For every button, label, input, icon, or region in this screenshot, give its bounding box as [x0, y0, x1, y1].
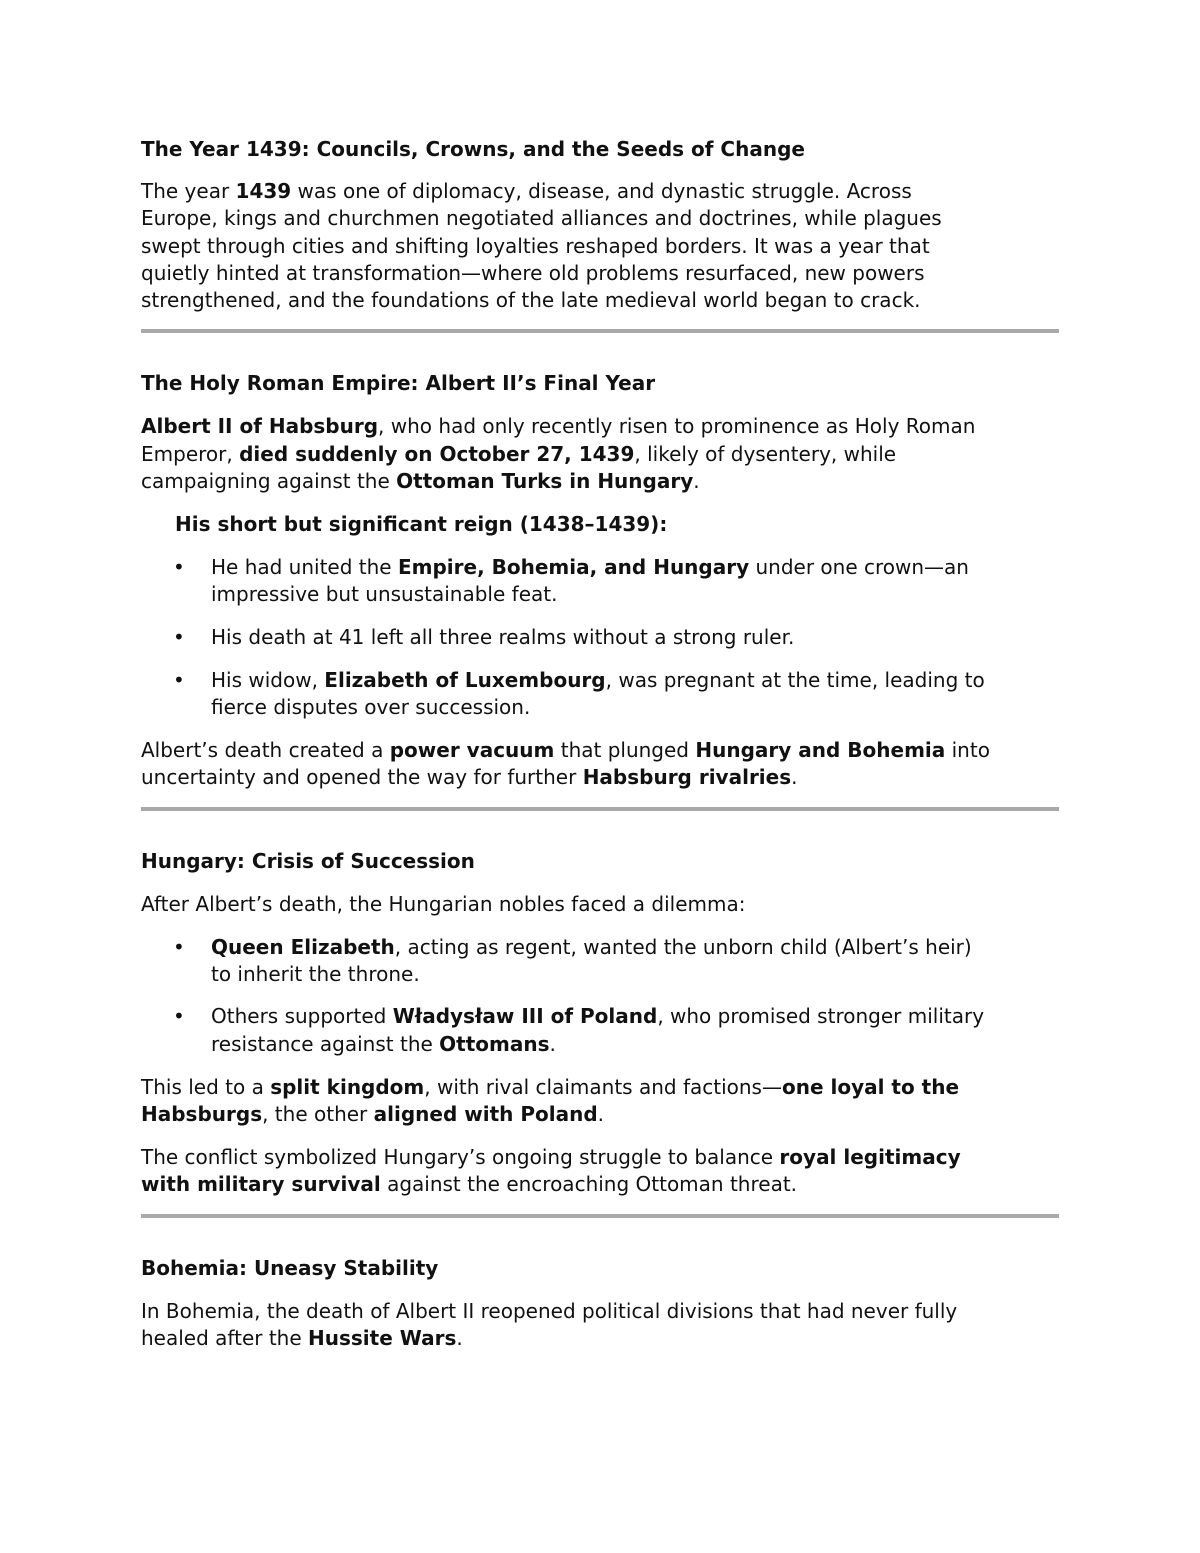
section-heading-bohemia: Bohemia: Uneasy Stability — [141, 1255, 439, 1280]
bold-run: Albert II of Habsburg — [141, 414, 379, 439]
text-run: into — [945, 738, 990, 763]
text-run: , who promised stronger military — [657, 1004, 985, 1029]
text-run: , who had only recently risen to prominence as Holy Roman — [378, 414, 976, 439]
text-run: that plunged — [554, 738, 696, 763]
text-run: campaigning against the — [141, 468, 397, 493]
power-vacuum-paragraph — [141, 737, 1059, 791]
text-run: against the encroaching Ottoman threat. — [380, 1172, 798, 1197]
text-run: He had united the — [211, 555, 398, 580]
list-item — [141, 934, 1059, 988]
bullet-icon: • — [173, 624, 185, 649]
text-run: , the other — [262, 1102, 374, 1127]
text-run: . — [597, 1102, 605, 1127]
section-heading-holy-roman-empire: The Holy Roman Empire: Albert II’s Final Year — [141, 371, 656, 396]
bohemia-paragraph — [141, 1298, 1059, 1352]
bold-run: died suddenly on October 27, 1439 — [239, 441, 635, 466]
split-kingdom-paragraph — [141, 1074, 1059, 1128]
text-run: Emperor, — [141, 441, 240, 466]
text-line: After Albert’s death, the Hungarian nobles faced a dilemma: — [141, 891, 746, 916]
bold-run: power vacuum — [389, 738, 555, 763]
bold-run: Habsburg rivalries — [582, 765, 792, 790]
text-run: healed after the — [141, 1326, 309, 1351]
text-line: fierce disputes over succession. — [211, 695, 531, 720]
text-line: to inherit the throne. — [211, 962, 420, 987]
text-run: , likely of dysentery, while — [634, 441, 897, 466]
text-run: uncertainty and opened the way for further — [141, 765, 583, 790]
bullet-icon: • — [173, 667, 185, 692]
text-line: swept through cities and shifting loyalties reshaped borders. It was a year that — [141, 233, 930, 258]
text-line: quietly hinted at transformation—where old problems resurfaced, new powers — [141, 260, 925, 285]
text-run: . — [456, 1326, 463, 1351]
bold-run: one loyal to the — [781, 1074, 960, 1099]
bold-run: Empire, Bohemia, and Hungary — [397, 555, 750, 580]
text-run: . — [693, 468, 700, 493]
text-run: was one of diplomacy, disease, and dynastic struggle. Across — [291, 179, 912, 204]
text-run: , acting as regent, wanted the unborn child (Albert’s heir) — [394, 935, 972, 960]
text-run: Others supported — [211, 1004, 393, 1029]
text-run: resistance against the — [211, 1031, 440, 1056]
conflict-paragraph — [141, 1144, 1059, 1198]
text-line: His death at 41 left all three realms without a strong ruler. — [211, 624, 795, 649]
text-run: , was pregnant at the time, leading to — [605, 667, 985, 692]
document-page — [141, 136, 1059, 1352]
bold-run: Queen Elizabeth — [211, 935, 395, 960]
text-line: impressive but unsustainable feat. — [211, 582, 558, 607]
bold-run: aligned with Poland — [373, 1102, 598, 1127]
bold-run: Władysław III of Poland — [392, 1004, 658, 1029]
intro-paragraph — [141, 178, 1059, 314]
list-item — [141, 667, 1059, 721]
text-line: Europe, kings and churchmen negotiated alliances and doctrines, while plagues — [141, 206, 942, 231]
albert-paragraph — [141, 413, 1059, 495]
text-run: Albert’s death created a — [141, 738, 390, 763]
section-heading-hungary: Hungary: Crisis of Succession — [141, 848, 475, 873]
text-run: The year — [141, 179, 236, 204]
text-line: strengthened, and the foundations of the late medieval world began to crack. — [141, 288, 921, 313]
bold-run: Elizabeth of Luxembourg — [324, 667, 606, 692]
text-run: . — [549, 1031, 556, 1056]
bold-run: Ottomans — [439, 1031, 550, 1056]
bullet-icon: • — [173, 1004, 185, 1029]
bold-run: with military survival — [141, 1172, 381, 1197]
text-run: . — [791, 765, 798, 790]
bullet-icon: • — [173, 935, 185, 960]
reign-subheading — [141, 511, 1059, 538]
bullet-icon: • — [173, 555, 185, 580]
bold-run: Habsburgs — [141, 1102, 263, 1127]
bold-run: 1439 — [235, 179, 292, 204]
bold-run: His short but significant reign (1438–1439): — [175, 512, 668, 537]
list-item — [141, 1003, 1059, 1057]
bold-run: Ottoman Turks in Hungary — [396, 468, 694, 493]
text-run: , with rival claimants and factions— — [424, 1074, 782, 1099]
text-run: The conflict symbolized Hungary’s ongoing struggle to balance — [141, 1145, 780, 1170]
list-item — [141, 624, 1059, 651]
list-item — [141, 554, 1059, 608]
text-run: This led to a — [141, 1074, 271, 1099]
text-run: His widow, — [211, 667, 325, 692]
bold-run: Hungary and Bohemia — [695, 738, 946, 763]
text-line: In Bohemia, the death of Albert II reopened political divisions that had never fully — [141, 1298, 958, 1323]
bold-run: Hussite Wars — [308, 1326, 457, 1351]
bold-run: royal legitimacy — [779, 1145, 961, 1170]
text-run: under one crown—an — [749, 555, 969, 580]
section-heading-1439: The Year 1439: Councils, Crowns, and the Seeds of Change — [141, 137, 805, 161]
bold-run: split kingdom — [270, 1074, 425, 1099]
